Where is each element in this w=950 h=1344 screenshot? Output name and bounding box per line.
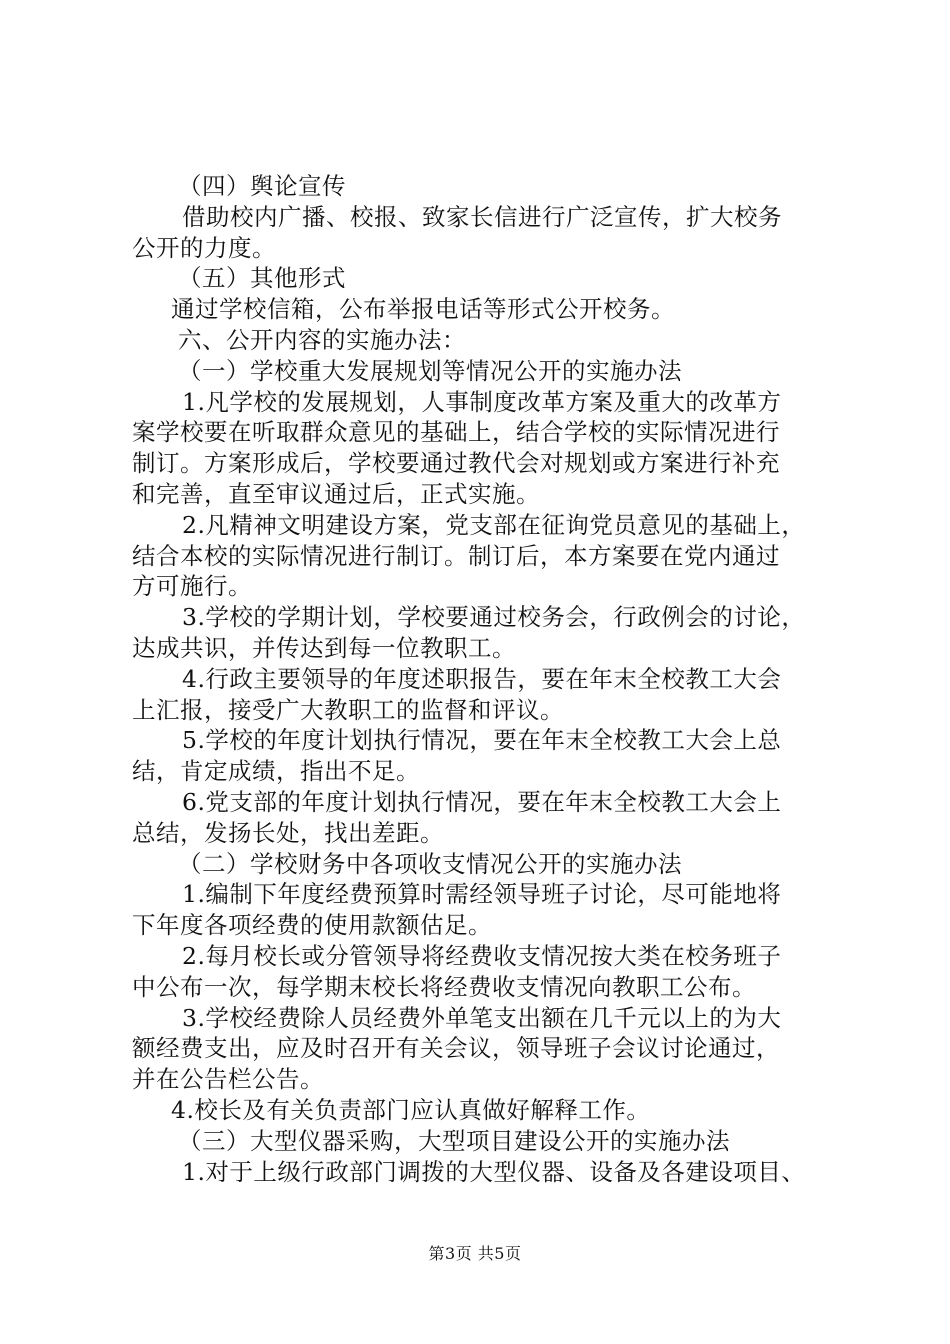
text-line: 中公布一次，每学期末校长将经费收支情况向教职工公布。 [132,972,756,1001]
text-line: 1.凡学校的发展规划，人事制度改革方案及重大的改革方 [182,387,782,416]
text-line: 2.每月校长或分管领导将经费收支情况按大类在校务班子 [182,941,782,970]
text-line: 3.学校经费除人员经费外单笔支出额在几千元以上的为大 [182,1003,782,1032]
page-footer: 第3页 共5页 [428,1244,522,1263]
text-line: 下年度各项经费的使用款额估足。 [132,911,492,940]
text-line: （一）学校重大发展规划等情况公开的实施办法 [178,356,682,385]
text-line: 4.行政主要领导的年度述职报告，要在年末全校教工大会 [182,664,782,693]
text-line: 案学校要在听取群众意见的基础上，结合学校的实际情况进行 [132,418,780,447]
text-line: 达成共识，并传达到每一位教职工。 [132,633,516,662]
text-line: （五）其他形式 [178,264,346,293]
text-line: 六、公开内容的实施办法： [178,325,466,354]
text-line: 方可施行。 [132,572,252,601]
text-line: 结，肯定成绩，指出不足。 [132,757,420,786]
text-line: 总结，发扬长处，找出差距。 [132,818,444,847]
text-line: 通过学校信箱，公布举报电话等形式公开校务。 [171,295,675,324]
text-line: 5.学校的年度计划执行情况，要在年末全校教工大会上总 [182,726,782,755]
text-line: 上汇报，接受广大教职工的监督和评议。 [132,695,564,724]
text-line: 3.学校的学期计划，学校要通过校务会，行政例会的讨论， [182,603,806,632]
text-line: 1.对于上级行政部门调拨的大型仪器、设备及各建设项目、 [182,1157,806,1186]
text-line: 公开的力度。 [132,233,276,262]
text-line: 结合本校的实际情况进行制订。制订后，本方案要在党内通过 [132,541,780,570]
document-body [132,171,844,1187]
text-line: 2.凡精神文明建设方案，党支部在征询党员意见的基础上， [182,510,806,539]
text-line: 4.校长及有关负责部门应认真做好解释工作。 [171,1095,651,1124]
text-line: 借助校内广播、校报、致家长信进行广泛宣传，扩大校务 [182,202,782,231]
text-line: （二）学校财务中各项收支情况公开的实施办法 [178,849,682,878]
text-line: 6.党支部的年度计划执行情况，要在年末全校教工大会上 [182,787,782,816]
text-line: 1.编制下年度经费预算时需经领导班子讨论，尽可能地将 [182,880,782,909]
text-line: （三）大型仪器采购，大型项目建设公开的实施办法 [178,1126,730,1155]
text-line: 额经费支出，应及时召开有关会议，领导班子会议讨论通过， [132,1034,780,1063]
text-line: （四）舆论宣传 [178,172,346,200]
text-line: 并在公告栏公告。 [132,1065,324,1094]
text-line: 和完善，直至审议通过后，正式实施。 [132,479,540,508]
text-line: 制订。方案形成后，学校要通过教代会对规划或方案进行补充 [132,449,780,478]
